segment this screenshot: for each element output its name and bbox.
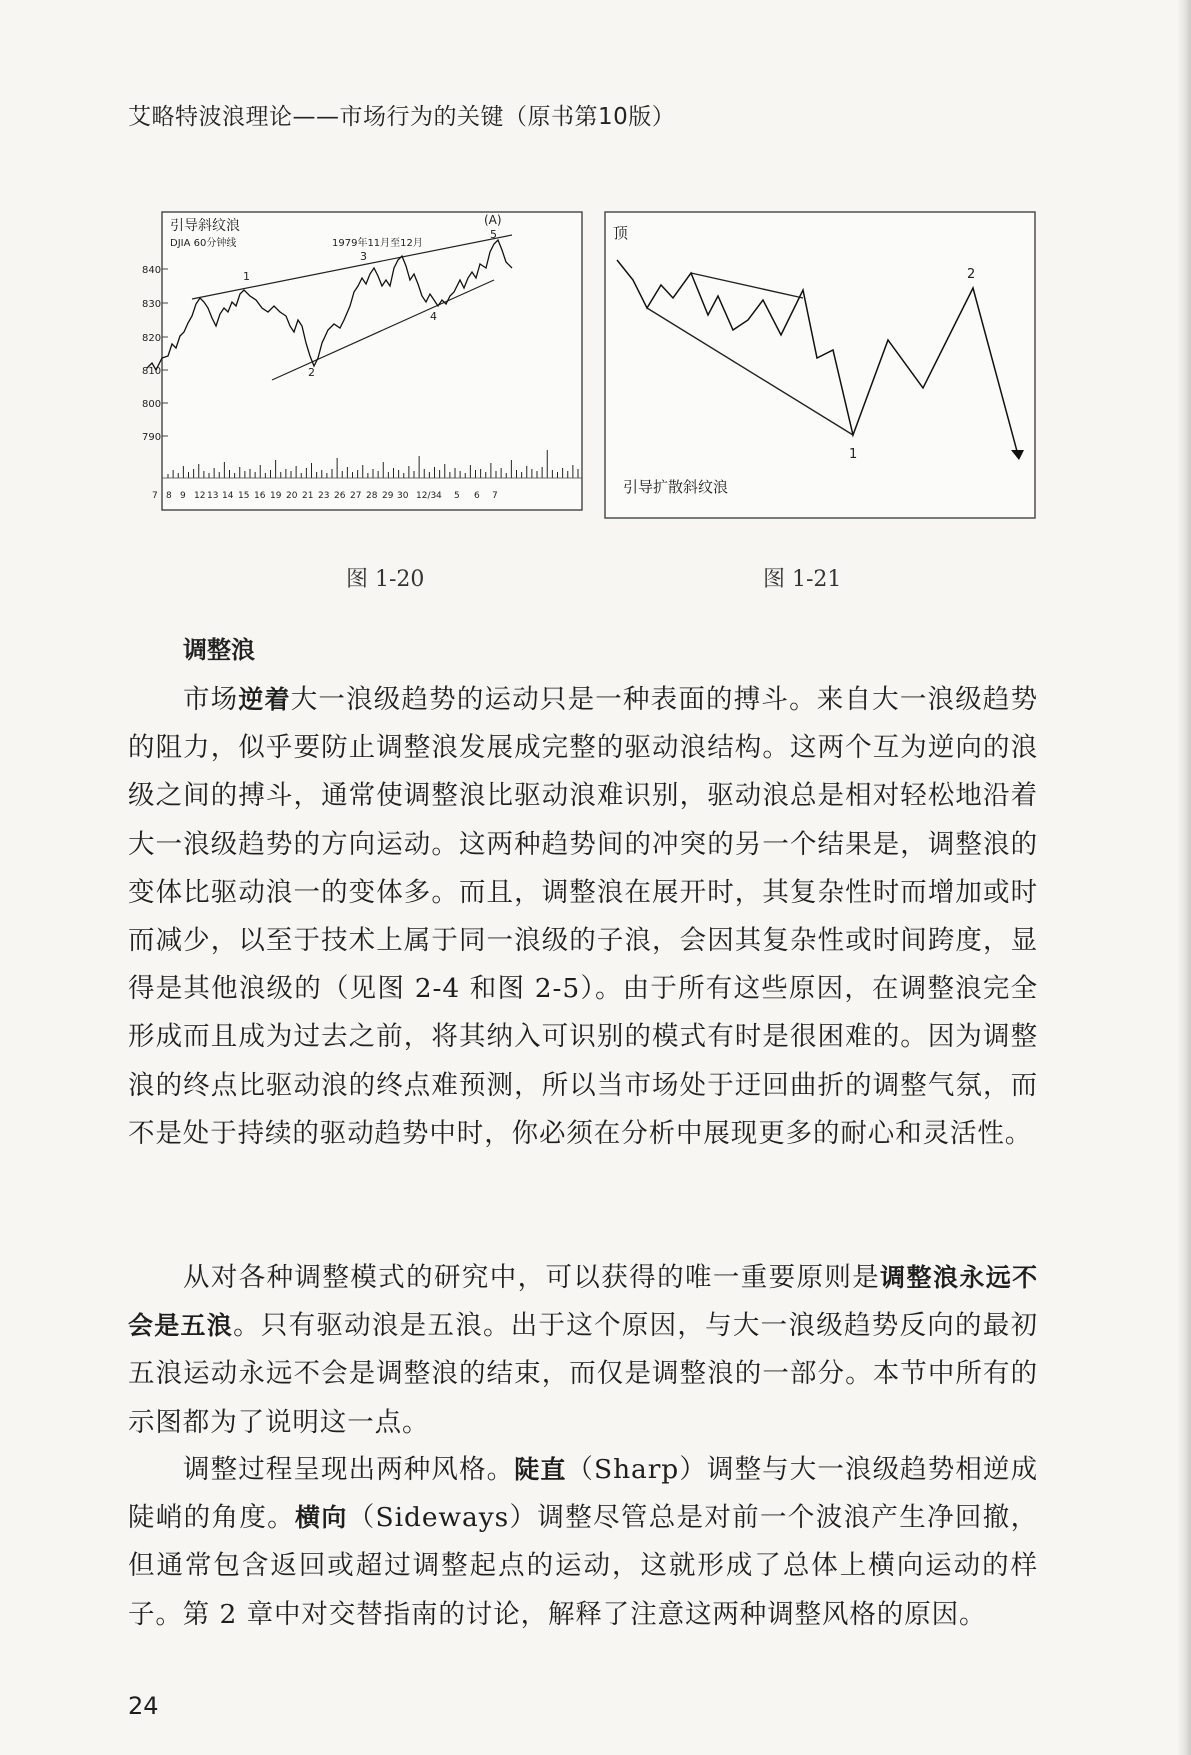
fig20-xtick: 7 [492, 491, 498, 501]
fig20-ytick: 800 [142, 399, 162, 410]
fig20-ytick: 830 [142, 299, 162, 310]
fig20-subtitle: DJIA 60分钟线 [170, 238, 237, 249]
fig20-xtick: 9 [180, 491, 186, 501]
fig20-xtick: 27 [350, 491, 362, 501]
page-number: 24 [128, 1692, 159, 1720]
fig20-ytick: 790 [142, 432, 162, 443]
fig21-wave-label: 1 [849, 447, 858, 462]
fig20-xtick: 15 [238, 491, 250, 501]
fig20-xtick: 21 [302, 491, 314, 501]
fig20-xtick: 5 [454, 491, 460, 501]
fig20-xtick: 20 [286, 491, 298, 501]
fig20-xtick: 4 [436, 491, 442, 501]
fig20-xtick: 7 [152, 491, 158, 501]
fig20-xtick: 12/3 [416, 491, 437, 501]
fig20-xtick: 28 [366, 491, 378, 501]
fig21-title: 引导扩散斜纹浪 [623, 478, 729, 496]
fig20-xtick: 30 [397, 491, 409, 501]
figure-1-21-caption: 图 1-21 [763, 567, 842, 592]
fig20-wave-label: 3 [360, 250, 367, 263]
fig20-xtick: 14 [222, 491, 234, 501]
fig20-xtick: 23 [318, 491, 330, 501]
running-title: 艾略特波浪理论——市场行为的关键（原书第10版） [128, 104, 676, 130]
fig20-xtick: 8 [166, 491, 172, 501]
fig20-ytick: 820 [142, 333, 162, 344]
page-edge-shadow [1177, 0, 1191, 1755]
fig20-ytick: 840 [142, 265, 162, 276]
fig20-wave-label: (A) [484, 213, 502, 227]
fig20-wave-label: 4 [430, 310, 437, 323]
paragraph-3: 调整过程呈现出两种风格。陡直（Sharp）调整与大一浪级趋势相逆成陡峭的角度。横向（Sideways）调整尽管总是对前一个波浪产生净回撤，但通常包含返回或超过调整起点的运动，这就形成了总体上横向运动的样子。第 2 章中对交替指南的讨论，解释了注意这两种调整风格的原因。 [128, 1454, 1038, 1630]
figure-1-21-chart [603, 210, 1039, 528]
fig20-wave-label: 1 [243, 270, 250, 283]
fig20-xtick: 26 [334, 491, 346, 501]
fig20-xtick: 29 [382, 491, 394, 501]
fig20-xtick: 16 [254, 491, 266, 501]
fig20-wave-label: 5 [490, 228, 497, 241]
fig21-wave-label: 2 [967, 267, 976, 282]
figure-1-20-chart [142, 208, 592, 533]
fig20-title: 引导斜纹浪 [170, 218, 240, 234]
fig20-period: 1979年11月至12月 [332, 238, 423, 249]
paragraph-1: 市场逆着大一浪级趋势的运动只是一种表面的搏斗。来自大一浪级趋势的阻力，似乎要防止调整浪发展成完整的驱动浪结构。这两个互为逆向的浪级之间的搏斗，通常使调整浪比驱动浪难识别，驱动浪总是相对轻松地沿着大一浪级趋势的方向运动。这两种趋势间的冲突的另一个结果是，调整浪的变体比驱动浪一的变体多。而且，调整浪在展开时，其复杂性时而增加或时而减少，以至于技术上属于同一浪级的子浪，会因其复杂性或时间跨度，显得是其他浪级的（见图 2-4 和图 2-5）。由于所有这些原因，在调整浪完全形成而且成为过去之前，将其纳入可识别的模式有时是很困难的。因为调整浪的终点比驱动浪的终点难预测，所以当市场处于迂回曲折的调整气氛，而不是处于持续的驱动趋势中时，你必须在分析中展现更多的耐心和灵活性。 [128, 684, 1038, 1149]
fig20-xtick: 6 [474, 491, 480, 501]
figure-1-20-caption: 图 1-20 [346, 567, 425, 592]
fig20-ytick: 810 [142, 366, 162, 377]
fig21-top-label: 顶 [613, 224, 629, 242]
section-heading: 调整浪 [183, 636, 255, 664]
fig20-xtick: 12 [194, 491, 206, 501]
fig20-wave-label: 2 [308, 366, 315, 379]
paragraph-2: 从对各种调整模式的研究中，可以获得的唯一重要原则是调整浪永远不会是五浪。只有驱动浪是五浪。出于这个原因，与大一浪级趋势反向的最初五浪运动永远不会是调整浪的结束，而仅是调整浪的一部分。本节中所有的示图都为了说明这一点。 [128, 1262, 1039, 1438]
fig20-xtick: 19 [270, 491, 282, 501]
fig20-xtick: 13 [207, 491, 219, 501]
